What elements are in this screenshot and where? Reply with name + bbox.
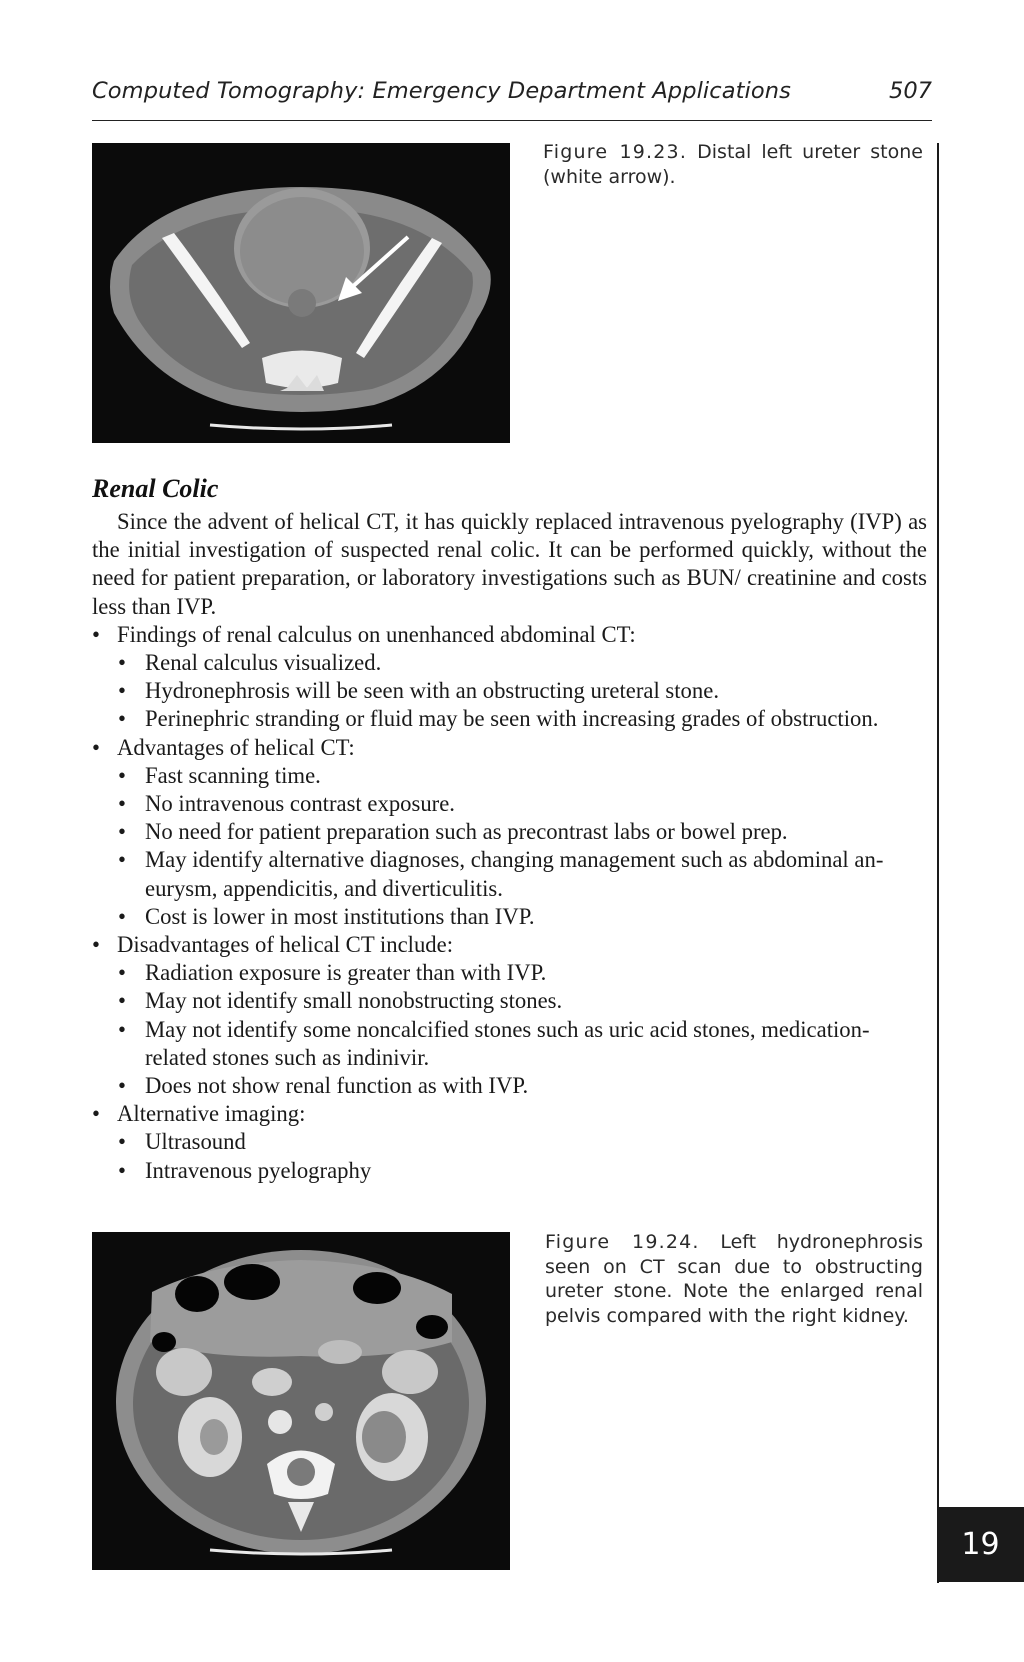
sub-bullet-text: May not identify some noncalcified stones such as uric acid stones, medication-related stones such as indinivir. xyxy=(145,1016,870,1070)
bullet-icon: • xyxy=(118,819,126,845)
sub-bullet-item xyxy=(92,1072,927,1100)
figure-label: Figure 19.24. xyxy=(545,1231,700,1253)
sub-bullet-item xyxy=(92,987,927,1015)
sub-bullet-list xyxy=(92,649,927,734)
sub-bullet-text: May identify alternative diagnoses, changing management such as abdominal an-eurysm, appendicitis, and diverticulitis. xyxy=(145,847,884,901)
figure-label: Figure 19.23. xyxy=(543,141,688,163)
sub-bullet-text: No intravenous contrast exposure. xyxy=(145,791,455,817)
caption-text: Distal left ureter stone (white arrow). xyxy=(543,141,923,188)
sub-bullet-text: Renal calculus visualized. xyxy=(145,650,382,676)
bullet-item xyxy=(92,1100,927,1185)
figure-19-23-caption xyxy=(543,140,923,189)
bullet-icon: • xyxy=(118,706,126,732)
sub-bullet-item xyxy=(92,677,927,705)
sub-bullet-item xyxy=(92,1016,927,1072)
bullet-list xyxy=(92,621,927,1185)
sub-bullet-text: Hydronephrosis will be seen with an obstructing ureteral stone. xyxy=(145,678,719,704)
bullet-icon: • xyxy=(118,678,126,704)
ct-pelvis-scan-icon xyxy=(92,143,510,443)
section-heading: Renal Colic xyxy=(92,474,219,503)
sub-bullet-item xyxy=(92,705,927,733)
chapter-tab: 19 xyxy=(937,1507,1024,1582)
sub-bullet-item xyxy=(92,818,927,846)
ct-abdomen-scan-icon xyxy=(92,1232,510,1570)
bullet-item xyxy=(92,931,927,1100)
sub-bullet-text: Intravenous pyelography xyxy=(145,1157,372,1183)
sub-bullet-item xyxy=(92,903,927,931)
bullet-icon: • xyxy=(92,932,100,958)
margin-rule xyxy=(937,143,939,1583)
sub-bullet-text: May not identify small nonobstructing stones. xyxy=(145,988,563,1014)
bullet-icon: • xyxy=(118,1157,126,1183)
sub-bullet-text: Perinephric stranding or fluid may be seen with increasing grades of obstruction. xyxy=(145,706,879,732)
running-title: Computed Tomography: Emergency Department Applications xyxy=(92,78,791,104)
bullet-icon: • xyxy=(118,650,126,676)
page-number: 507 xyxy=(889,78,932,104)
sub-bullet-item xyxy=(92,1128,927,1156)
intro-paragraph: Since the advent of helical CT, it has quickly replaced intravenous pyelography (IVP) as the initial investigation of suspected renal colic. It can be performed quickly, without the need for patient preparation, or laboratory investigations such as BUN/ creatinine and costs less than IVP. xyxy=(92,509,927,619)
bullet-item xyxy=(92,734,927,931)
sub-bullet-item xyxy=(92,1157,927,1185)
sub-bullet-item xyxy=(92,959,927,987)
bullet-icon: • xyxy=(92,1101,100,1127)
sub-bullet-list xyxy=(92,959,927,1100)
bullet-text: Disadvantages of helical CT include: xyxy=(117,932,454,958)
sub-bullet-item xyxy=(92,790,927,818)
sub-bullet-text: No need for patient preparation such as precontrast labs or bowel prep. xyxy=(145,819,788,845)
bullet-icon: • xyxy=(118,960,126,986)
bullet-icon: • xyxy=(118,1073,126,1099)
bullet-icon: • xyxy=(118,847,126,873)
bullet-text: Alternative imaging: xyxy=(117,1101,306,1127)
sub-bullet-item xyxy=(92,649,927,677)
figure-19-24-caption xyxy=(545,1230,923,1328)
bullet-icon: • xyxy=(118,903,126,929)
sub-bullet-text: Cost is lower in most institutions than IVP. xyxy=(145,903,535,929)
body-text xyxy=(92,508,927,1185)
sub-bullet-item xyxy=(92,846,927,902)
bullet-icon: • xyxy=(118,1129,126,1155)
bullet-icon: • xyxy=(118,1016,126,1042)
sub-bullet-text: Fast scanning time. xyxy=(145,762,321,788)
bullet-icon: • xyxy=(92,621,100,647)
sub-bullet-list xyxy=(92,762,927,931)
bullet-icon: • xyxy=(118,988,126,1014)
bullet-text: Advantages of helical CT: xyxy=(117,734,355,760)
figure-19-24-image xyxy=(92,1232,510,1570)
caption-text: Left hydronephrosis seen on CT scan due to obstructing ureter stone. Note the enlarged renal pelvis compared with the right kidney. xyxy=(545,1231,923,1327)
page-header xyxy=(92,74,932,121)
sub-bullet-text: Ultrasound xyxy=(145,1129,246,1155)
figure-19-23-image xyxy=(92,143,510,443)
sub-bullet-item xyxy=(92,762,927,790)
bullet-text: Findings of renal calculus on unenhanced abdominal CT: xyxy=(117,621,636,647)
bullet-icon: • xyxy=(92,734,100,760)
sub-bullet-text: Radiation exposure is greater than with IVP. xyxy=(145,960,547,986)
bullet-item xyxy=(92,621,927,734)
bullet-icon: • xyxy=(118,762,126,788)
sub-bullet-text: Does not show renal function as with IVP. xyxy=(145,1073,529,1099)
sub-bullet-list xyxy=(92,1128,927,1184)
bullet-icon: • xyxy=(118,791,126,817)
